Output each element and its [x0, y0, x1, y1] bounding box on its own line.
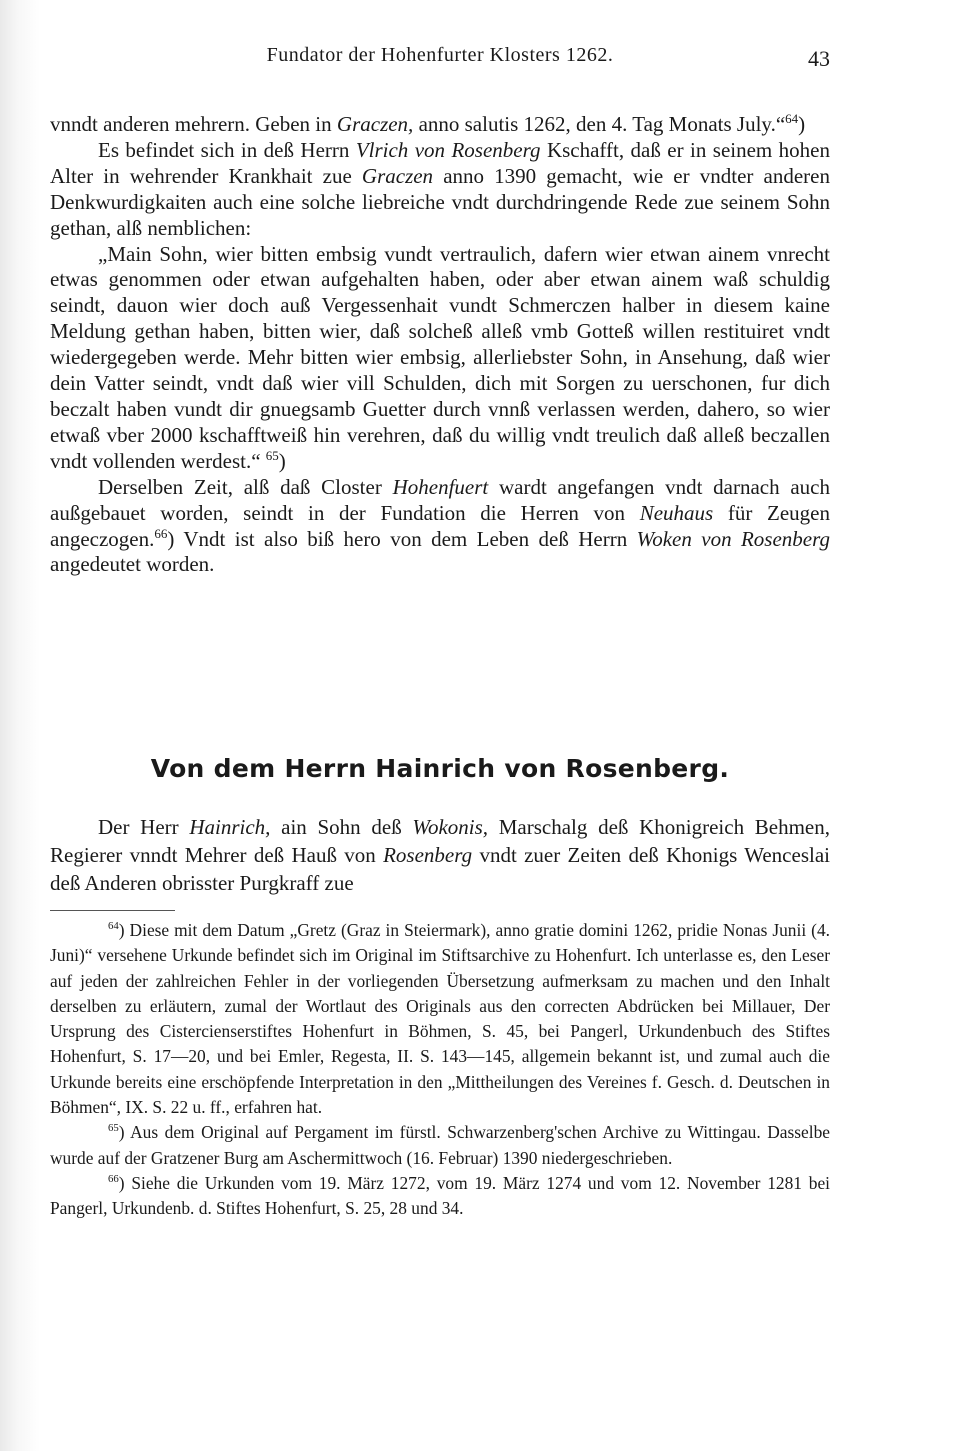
- footnote-ref: 64: [785, 111, 799, 126]
- italic-run: Hainrich,: [189, 815, 271, 839]
- italic-run: Vlrich von Rosenberg: [355, 137, 541, 162]
- footnote: [50, 918, 830, 1120]
- italic-run: Graczen,: [336, 112, 414, 136]
- paragraph: [50, 242, 830, 475]
- text-run: ) Vndt ist also biß hero von dem Leben deß Herrn: [167, 526, 637, 551]
- text-run: Es befindet sich in deß Herrn: [98, 137, 356, 162]
- italic-run: Wokonis,: [412, 815, 489, 839]
- footnote: [50, 1171, 830, 1222]
- text-run: anno salutis 1262, den 4. Tag Monats July.“: [413, 112, 786, 136]
- paragraph: [50, 138, 830, 242]
- text-run: Marschalg deß Khonigreich Behmen, Regierer vnndt Mehrer deß Hauß von: [50, 815, 830, 867]
- text-run: vndt zuer Zeiten deß Khonigs Wenceslai deß Anderen obrisster Purgkraff zue: [50, 843, 830, 895]
- paragraph: [50, 813, 830, 897]
- text-run: „Main Sohn, wier bitten embsig vundt vertraulich, dafern wier etwan ainem vnrecht etwas genommen oder etwan aufgehalten haben, oder aber etwan ainem waß schuldig seindt, dauon wier doch auß Vergessenhait vundt Schmerczen halber in diesem kaine Meldung gethan haben, bitten wier, daß solcheß alleß vmb Gotteß willen restituiret vndt wiedergegeben werde. Mehr bitten wier embsig, allerliebster Sohn, in Ansehung, daß wier dein Vatter seindt, vndt daß wier vill Schulden, dich mit Sorgen zu uerschonen, fur dich beczalt haben vundt dir gnuegsamb Guetter durch vnnß verlassen werden, dahero, so wier etwaß vber 2000 kschafftweiß hin verehren, daß du willig vndt treulich daß alleß beczallen vndt vollenden werdest.“: [50, 241, 830, 473]
- text-run: Derselben Zeit, alß daß Closter: [98, 474, 393, 499]
- running-title: Fundator der Hohenfurter Klosters 1262.: [266, 44, 614, 66]
- footnote-ref: 65: [108, 1122, 119, 1135]
- text-run: ) Diese mit dem Datum „Gretz (Graz in Steiermark), anno gratie domini 1262, pridie Nonas Junii (4. Juni)“ versehene Urkunde befindet sich im Original im Stiftsarchive zu Hohenfurt. Ich unterlasse es, den Leser auf jeden der zahlreichen Fehler in der vorliegenden Übersetzung aufmerksam zu machen und den Inhalt derselben zu erläutern, zumal der Wortlaut des Originals aus den correcten Abdrücken bei Millauer, Der Ursprung des Cistercienserstiftes Hohenfurt in Böhmen, S. 45, bei Pangerl, Urkundenbuch des Stiftes Hohenfurt, S. 17—20, und bei Emler, Regesta, II. S. 143—145, allgemein bekannt ist, und zumal auch die Urkunde bereits eine erschöpfende Interpretation in den „Mittheilungen des Vereines f. Gesch. d. Deutschen in Böhmen“, IX. S. 22 u. ff., erfahren hat.: [50, 920, 830, 1118]
- footnote-ref: 66: [108, 1173, 119, 1186]
- italic-run: Rosenberg: [383, 843, 473, 867]
- text-run: für Zeugen angeczogen.: [50, 500, 830, 551]
- italic-run: Hohenfuert: [392, 474, 489, 499]
- footnote-ref: 66: [154, 525, 168, 541]
- page-header: [50, 44, 830, 74]
- text-run: ) Aus dem Original auf Pergament im fürstl. Schwarzenberg'schen Archive zu Wittingau. Dasselbe wurde auf der Gratzener Burg am Aschermittwoch (16. Februar) 1390 niedergeschrieben.: [50, 1122, 830, 1168]
- italic-run: Neuhaus: [639, 500, 714, 525]
- paragraph: [50, 112, 830, 138]
- text-run: Kschafft, daß er in seinem hohen Alter in wehrender Krankhait zue: [50, 137, 830, 188]
- footnote-ref: 64: [108, 920, 119, 933]
- footnote-ref: 65: [265, 447, 279, 463]
- text-run: angedeutet worden.: [50, 552, 215, 577]
- text-run: anno 1390 gemacht, wie er vndter anderen Denkwurdigkaiten auch eine solche liebreiche vndt durchdringende Rede zue seinem Sohn gethan, alß nemblichen:: [50, 163, 830, 240]
- italic-run: Woken von Rosenberg: [636, 526, 831, 551]
- text-run: ) Siehe die Urkunden vom 19. März 1272, vom 19. März 1274 und vom 12. November 1281 bei Pangerl, Urkundenb. d. Stiftes Hohenfurt, S. 25, 28 und 34.: [50, 1172, 830, 1219]
- text-run: wardt angefangen vndt darnach auch außgebauet worden, seindt in der Fundation die Herren von: [50, 474, 830, 525]
- text-run: ain Sohn deß: [270, 815, 413, 839]
- section-heading: Von dem Herrn Hainrich von Rosenberg.: [150, 754, 730, 783]
- footnote-divider: [50, 910, 175, 911]
- text-run: ): [798, 112, 806, 136]
- page-number: 43: [808, 46, 830, 71]
- main-text: [50, 112, 830, 578]
- section-text: [50, 813, 830, 897]
- footnote: [50, 1120, 830, 1171]
- italic-run: Graczen: [361, 163, 434, 188]
- text-run: ): [278, 448, 286, 473]
- paragraph: [50, 475, 830, 579]
- text-run: Der Herr: [98, 815, 190, 839]
- footnotes: [50, 918, 830, 1222]
- text-run: vnndt anderen mehrern. Geben in: [50, 112, 337, 136]
